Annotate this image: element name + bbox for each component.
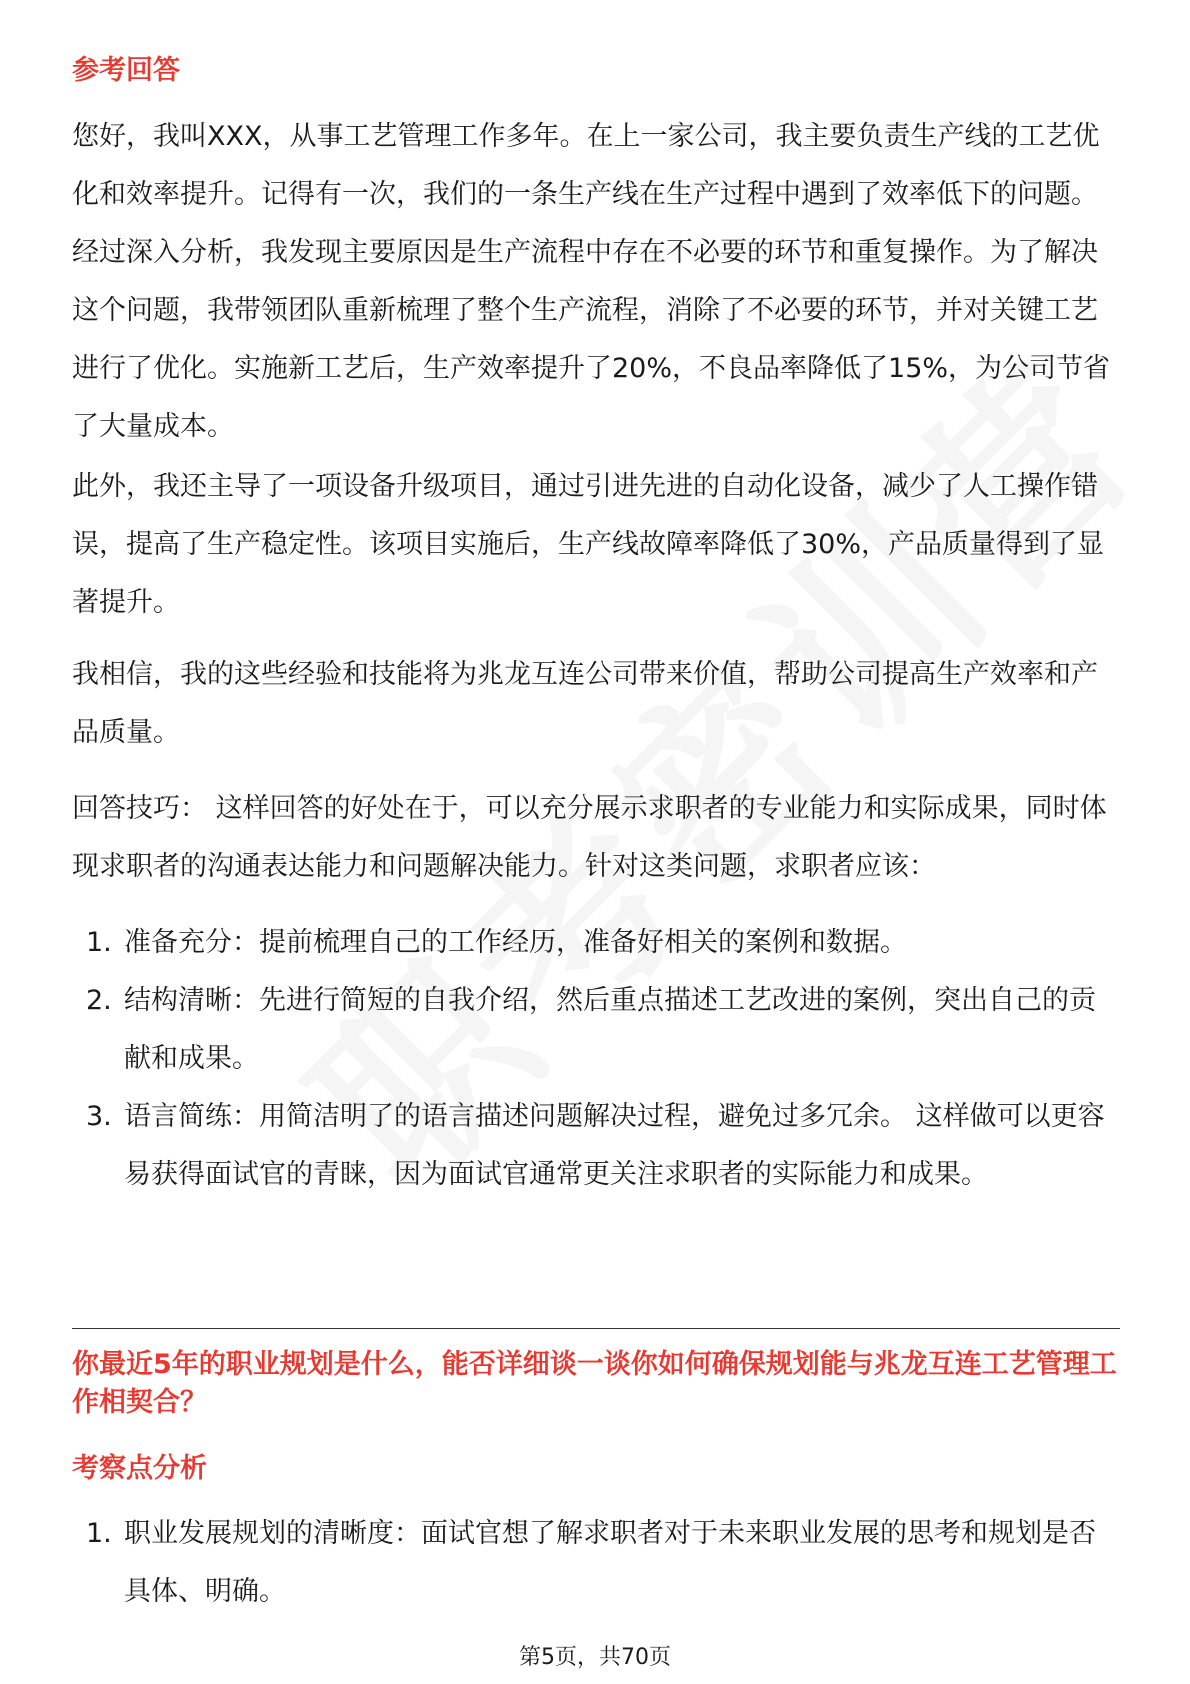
- answer-paragraph-3: 我相信，我的这些经验和技能将为兆龙互连公司带来价值，帮助公司提高生产效率和产品质量。: [72, 659, 1098, 748]
- answer-heading: 参考回答: [72, 55, 180, 86]
- page-number: 第5页，共70页: [519, 1645, 671, 1670]
- list-item-text: 职业发展规划的清晰度：面试官想了解求职者对于未来职业发展的思考和规划是否具体、明确。: [124, 1518, 1096, 1607]
- list-item-number: 1.: [86, 1518, 112, 1549]
- list-item-number: 1.: [86, 927, 112, 958]
- list-item: [72, 914, 1122, 972]
- list-item: [72, 1088, 1122, 1204]
- analysis-list: [72, 1505, 1122, 1621]
- answer-tips-intro: 回答技巧： 这样回答的好处在于，可以充分展示求职者的专业能力和实际成果，同时体现求职者的沟通表达能力和问题解决能力。针对这类问题，求职者应该：: [72, 793, 1107, 882]
- tips-list: [72, 914, 1122, 1204]
- answer-paragraph-2: 此外，我还主导了一项设备升级项目，通过引进先进的自动化设备，减少了人工操作错误，提高了生产稳定性。该项目实施后，生产线故障率降低了30%，产品质量得到了显著提升。: [72, 471, 1105, 618]
- list-item-number: 2.: [86, 985, 112, 1016]
- analysis-heading: 考察点分析: [72, 1453, 207, 1484]
- list-item: [72, 1505, 1122, 1621]
- list-item-number: 3.: [86, 1101, 112, 1132]
- list-item-text: 结构清晰：先进行简短的自我介绍，然后重点描述工艺改进的案例，突出自己的贡献和成果。: [124, 985, 1096, 1074]
- interview-question: 你最近5年的职业规划是什么，能否详细谈一谈你如何确保规划能与兆龙互连工艺管理工作相契合？: [72, 1349, 1117, 1418]
- answer-paragraph-1: 您好，我叫XXX，从事工艺管理工作多年。在上一家公司，我主要负责生产线的工艺优化和效率提升。记得有一次，我们的一条生产线在生产过程中遇到了效率低下的问题。经过深入分析，我发现主要原因是生产流程中存在不必要的环节和重复操作。为了解决这个问题，我带领团队重新梳理了整个生产流程，消除了不必要的环节，并对关键工艺进行了优化。实施新工艺后，生产效率提升了20%，不良品率降低了15%，为公司节省了大量成本。: [72, 121, 1111, 442]
- section-divider: [72, 1328, 1120, 1329]
- list-item: [72, 972, 1122, 1088]
- list-item-text: 准备充分：提前梳理自己的工作经历，准备好相关的案例和数据。: [124, 927, 907, 958]
- list-item-text: 语言简练：用简洁明了的语言描述问题解决过程，避免过多冗余。 这样做可以更容易获得面试官的青睐，因为面试官通常更关注求职者的实际能力和成果。: [124, 1101, 1105, 1190]
